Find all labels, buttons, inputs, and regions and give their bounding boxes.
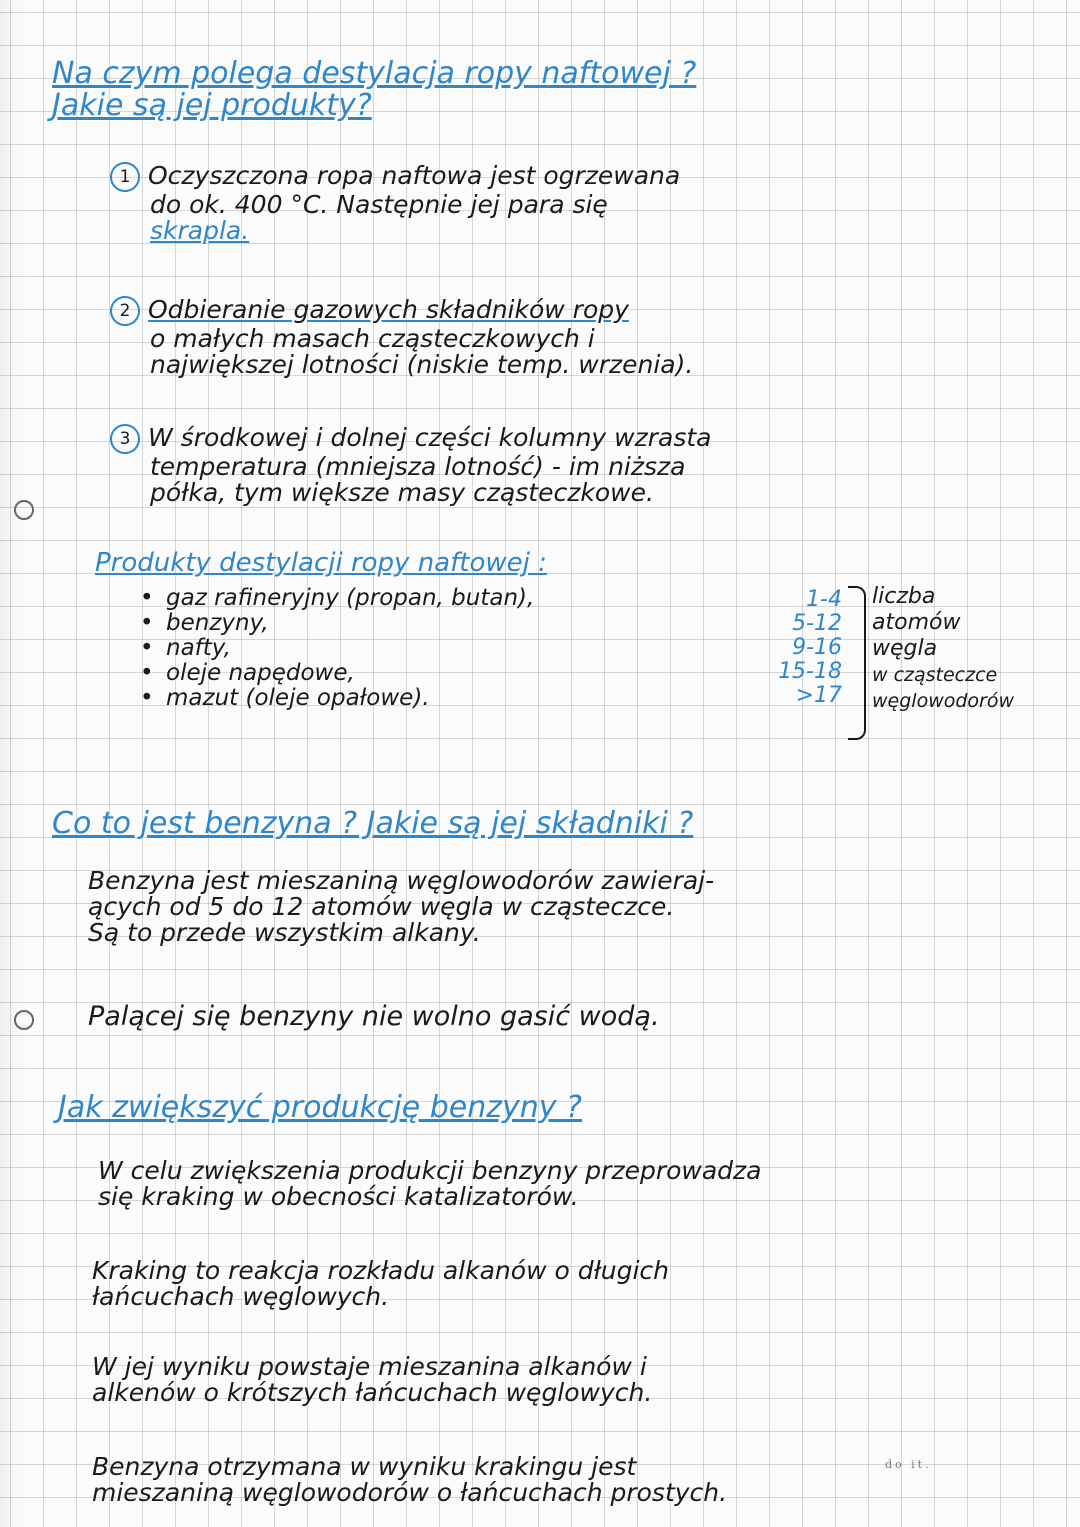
- carbon-ranges: [760, 588, 842, 708]
- step-number: 3: [110, 424, 140, 454]
- section3-para4: [92, 1454, 727, 1506]
- body-line: Są to przede wszystkim alkany.: [88, 918, 481, 947]
- step-3: [110, 424, 711, 506]
- carbon-range: 9-16: [792, 635, 842, 660]
- curly-brace: [848, 586, 866, 740]
- step-line: temperatura (mniejsza lotność) - im niższa: [150, 452, 686, 481]
- body-line: ących od 5 do 12 atomów węgla w cząsteczce.: [88, 892, 675, 921]
- step-number: 2: [110, 296, 140, 326]
- body-line: W jej wyniku powstaje mieszanina alkanów i: [92, 1352, 647, 1381]
- product-item: • nafty,: [132, 636, 534, 661]
- section1-title: [52, 58, 696, 122]
- section3-para2: [92, 1258, 669, 1310]
- body-line: łańcuchach węglowych.: [92, 1282, 390, 1311]
- carbon-range: 1-4: [806, 587, 842, 612]
- step-line: skrapla.: [150, 216, 250, 245]
- section1-title-line2: Jakie są jej produkty?: [52, 88, 372, 123]
- product-item: • benzyny,: [132, 611, 534, 636]
- legend-line: węgla: [872, 636, 938, 661]
- products-list: [132, 586, 534, 711]
- body-line: alkenów o krótszych łańcuchach węglowych.: [92, 1378, 653, 1407]
- step-line: największej lotności (niskie temp. wrzenia).: [150, 350, 694, 379]
- step-line: półka, tym większe masy cząsteczkowe.: [150, 478, 654, 507]
- step-line: Odbieranie gazowych składników ropy: [148, 295, 629, 324]
- products-heading: Produkty destylacji ropy naftowej :: [95, 548, 547, 578]
- body-line: W celu zwiększenia produkcji benzyny przeprowadza: [98, 1156, 762, 1185]
- punch-hole: [14, 500, 34, 520]
- step-line: W środkowej i dolnej części kolumny wzrasta: [148, 423, 712, 452]
- section3-para1: [98, 1158, 761, 1210]
- body-line: się kraking w obecności katalizatorów.: [98, 1182, 579, 1211]
- legend-line: atomów: [872, 610, 961, 635]
- carbon-range: 5-12: [792, 611, 842, 636]
- body-line: Benzyna jest mieszaniną węglowodorów zawieraj-: [88, 866, 715, 895]
- carbon-legend: [872, 584, 1014, 714]
- legend-line: węglowodorów: [872, 690, 1015, 712]
- section3-para3: [92, 1354, 652, 1406]
- product-item: • gaz rafineryjny (propan, butan),: [132, 586, 534, 611]
- body-line: Benzyna otrzymana w wyniku krakingu jest: [92, 1452, 637, 1481]
- step-line: do ok. 400 °C. Następnie jej para się: [150, 190, 608, 219]
- product-item: • mazut (oleje opałowe).: [132, 686, 534, 711]
- section3-title: Jak zwiększyć produkcję benzyny ?: [58, 1090, 582, 1125]
- carbon-range: >17: [795, 683, 842, 708]
- step-number: 1: [110, 162, 140, 192]
- step-1: [110, 162, 680, 244]
- body-line: mieszaniną węglowodorów o łańcuchach prostych.: [92, 1478, 728, 1507]
- section1-title-line1: Na czym polega destylacja ropy naftowej ?: [52, 56, 697, 91]
- body-line: Kraking to reakcja rozkładu alkanów o długich: [92, 1256, 670, 1285]
- warning-line: Palącej się benzyny nie wolno gasić wodą.: [88, 1001, 660, 1032]
- product-item: • oleje napędowe,: [132, 661, 534, 686]
- legend-line: liczba: [872, 584, 936, 609]
- step-line: o małych masach cząsteczkowych i: [150, 324, 595, 353]
- section2-title: Co to jest benzyna ? Jakie są jej składniki ?: [52, 806, 694, 841]
- step-2: [110, 296, 693, 378]
- brand-logo: do it.: [885, 1458, 932, 1471]
- legend-line: w cząsteczce: [872, 664, 998, 686]
- punch-hole: [14, 1010, 34, 1030]
- step-line: Oczyszczona ropa naftowa jest ogrzewana: [148, 161, 681, 190]
- section2-body: [88, 868, 714, 946]
- carbon-range: 15-18: [778, 659, 842, 684]
